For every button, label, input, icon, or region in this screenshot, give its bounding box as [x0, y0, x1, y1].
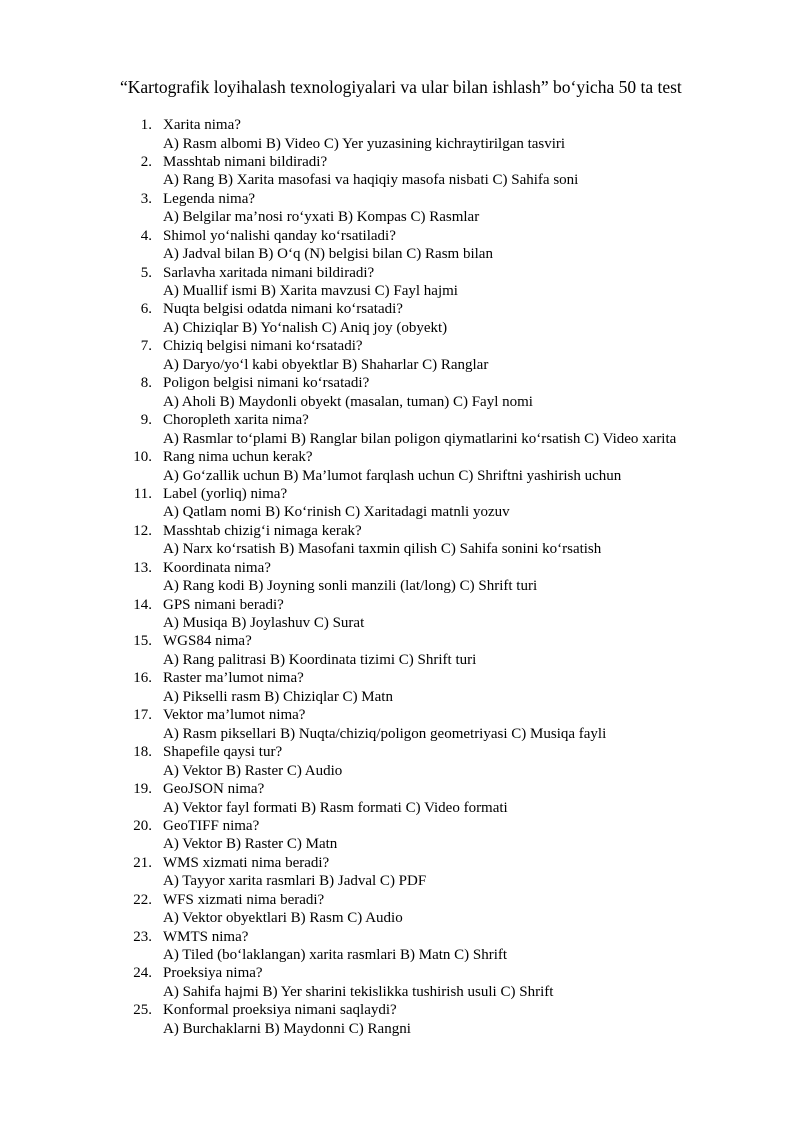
question-options: A) Rasm albomi B) Video C) Yer yuzasining kichraytirilgan tasviri: [163, 135, 566, 152]
question-item: [0, 928, 800, 965]
question-item: [0, 411, 800, 448]
question-item: [0, 854, 800, 891]
question-options: A) Rasmlar to‘plami B) Ranglar bilan poligon qiymatlarini ko‘rsatish C) Video xarita: [163, 430, 677, 447]
question-text: Raster ma’lumot nima?: [163, 670, 304, 687]
question-options: A) Rang palitrasi B) Koordinata tizimi C) Shrift turi: [163, 651, 477, 668]
question-number: 13.: [133, 559, 152, 576]
question-list: [0, 116, 800, 1038]
question-text: WGS84 nima?: [163, 633, 252, 650]
question-options: A) Go‘zallik uchun B) Ma’lumot farqlash uchun C) Shriftni yashirish uchun: [163, 467, 622, 484]
question-text: Rang nima uchun kerak?: [163, 449, 313, 466]
question-item: [0, 964, 800, 1001]
question-text: WMTS nima?: [163, 928, 249, 945]
question-text: GeoTIFF nima?: [163, 817, 260, 834]
question-text: Masshtab chizig‘i nimaga kerak?: [163, 522, 362, 539]
question-text: GPS nimani beradi?: [163, 596, 284, 613]
question-item: [0, 337, 800, 374]
question-options: A) Sahifa hajmi B) Yer sharini tekislikka tushirish usuli C) Shrift: [163, 983, 554, 1000]
question-item: [0, 264, 800, 301]
question-number: 4.: [140, 227, 152, 244]
question-text: Nuqta belgisi odatda nimani ko‘rsatadi?: [163, 301, 403, 318]
question-item: [0, 374, 800, 411]
question-text: Sarlavha xaritada nimani bildiradi?: [163, 264, 375, 281]
question-number: 22.: [133, 891, 152, 908]
question-item: [0, 780, 800, 817]
question-number: 11.: [133, 485, 152, 502]
question-text: Shimol yo‘nalishi qanday ko‘rsatiladi?: [163, 227, 396, 244]
question-number: 1.: [140, 117, 152, 133]
question-text: WMS xizmati nima beradi?: [163, 854, 330, 871]
question-number: 15.: [133, 633, 152, 650]
question-text: GeoJSON nima?: [163, 781, 265, 798]
question-number: 16.: [133, 670, 152, 687]
question-text: Label (yorliq) nima?: [163, 485, 288, 502]
question-item: [0, 190, 800, 227]
question-number: 18.: [133, 744, 152, 761]
question-number: 2.: [140, 153, 152, 170]
question-number: 3.: [140, 190, 152, 207]
question-item: [0, 743, 800, 780]
question-number: 5.: [140, 264, 152, 281]
question-number: 23.: [133, 928, 152, 945]
question-number: 20.: [133, 817, 152, 834]
question-text: Chiziq belgisi nimani ko‘rsatadi?: [163, 338, 363, 355]
question-item: [0, 559, 800, 596]
question-options: A) Rang B) Xarita masofasi va haqiqiy masofa nisbati C) Sahifa soni: [163, 172, 579, 189]
question-number: 7.: [140, 338, 152, 355]
question-item: [0, 891, 800, 928]
question-options: A) Muallif ismi B) Xarita mavzusi C) Fayl hajmi: [163, 283, 458, 300]
question-options: A) Rang kodi B) Joyning sonli manzili (lat/long) C) Shrift turi: [163, 578, 538, 595]
question-options: A) Narx ko‘rsatish B) Masofani taxmin qilish C) Sahifa sonini ko‘rsatish: [163, 541, 602, 558]
question-options: A) Vektor fayl formati B) Rasm formati C) Video formati: [163, 799, 508, 816]
question-options: A) Tayyor xarita rasmlari B) Jadval C) PDF: [163, 873, 427, 890]
question-item: [0, 153, 800, 190]
question-number: 12.: [133, 522, 152, 539]
question-options: A) Jadval bilan B) O‘q (N) belgisi bilan C) Rasm bilan: [163, 246, 493, 263]
question-text: Xarita nima?: [163, 117, 241, 133]
question-options: A) Aholi B) Maydonli obyekt (masalan, tuman) C) Fayl nomi: [163, 393, 533, 410]
question-text: Vektor ma’lumot nima?: [163, 707, 306, 724]
question-item: [0, 669, 800, 706]
question-text: Proeksiya nima?: [163, 965, 263, 982]
question-item: [0, 485, 800, 522]
question-options: A) Vektor B) Raster C) Audio: [163, 762, 343, 779]
question-number: 25.: [133, 1002, 152, 1019]
question-options: A) Qatlam nomi B) Ko‘rinish C) Xaritadagi matnli yozuv: [163, 504, 510, 521]
question-item: [0, 1001, 800, 1038]
question-number: 9.: [140, 412, 152, 429]
question-text: Masshtab nimani bildiradi?: [163, 153, 328, 170]
question-number: 14.: [133, 596, 152, 613]
question-number: 6.: [140, 301, 152, 318]
question-text: Koordinata nima?: [163, 559, 271, 576]
question-item: [0, 817, 800, 854]
question-number: 17.: [133, 707, 152, 724]
question-options: A) Chiziqlar B) Yo‘nalish C) Aniq joy (obyekt): [163, 319, 448, 336]
question-number: 21.: [133, 854, 152, 871]
question-item: [0, 522, 800, 559]
question-item: [0, 596, 800, 633]
question-number: 10.: [133, 449, 152, 466]
question-text: Shapefile qaysi tur?: [163, 744, 283, 761]
question-options: A) Rasm piksellari B) Nuqta/chiziq/poligon geometriyasi C) Musiqa fayli: [163, 725, 607, 742]
question-text: Choropleth xarita nima?: [163, 412, 309, 429]
question-item: [0, 706, 800, 743]
question-number: 8.: [140, 375, 152, 392]
question-options: A) Burchaklarni B) Maydonni C) Rangni: [163, 1020, 411, 1037]
question-options: A) Belgilar ma’nosi ro‘yxati B) Kompas C) Rasmlar: [163, 209, 480, 226]
question-options: A) Pikselli rasm B) Chiziqlar C) Matn: [163, 688, 393, 705]
question-options: A) Tiled (bo‘laklangan) xarita rasmlari B) Matn C) Shrift: [163, 947, 508, 964]
question-item: [0, 448, 800, 485]
question-options: A) Daryo/yo‘l kabi obyektlar B) Shaharlar C) Ranglar: [163, 356, 489, 373]
question-number: 24.: [133, 965, 152, 982]
question-text: Konformal proeksiya nimani saqlaydi?: [163, 1002, 397, 1019]
question-number: 19.: [133, 781, 152, 798]
question-options: A) Vektor obyektlari B) Rasm C) Audio: [163, 910, 403, 927]
question-item: [0, 300, 800, 337]
question-text: Poligon belgisi nimani ko‘rsatadi?: [163, 375, 370, 392]
question-text: WFS xizmati nima beradi?: [163, 891, 325, 908]
question-item: [0, 632, 800, 669]
question-options: A) Vektor B) Raster C) Matn: [163, 836, 338, 853]
question-item: [0, 227, 800, 264]
question-text: Legenda nima?: [163, 190, 256, 207]
document-title: “Kartografik loyihalash texnologiyalari va ular bilan ishlash” bo‘yicha 50 ta test: [120, 77, 682, 97]
question-options: A) Musiqa B) Joylashuv C) Surat: [163, 615, 365, 632]
question-item: [0, 116, 800, 153]
